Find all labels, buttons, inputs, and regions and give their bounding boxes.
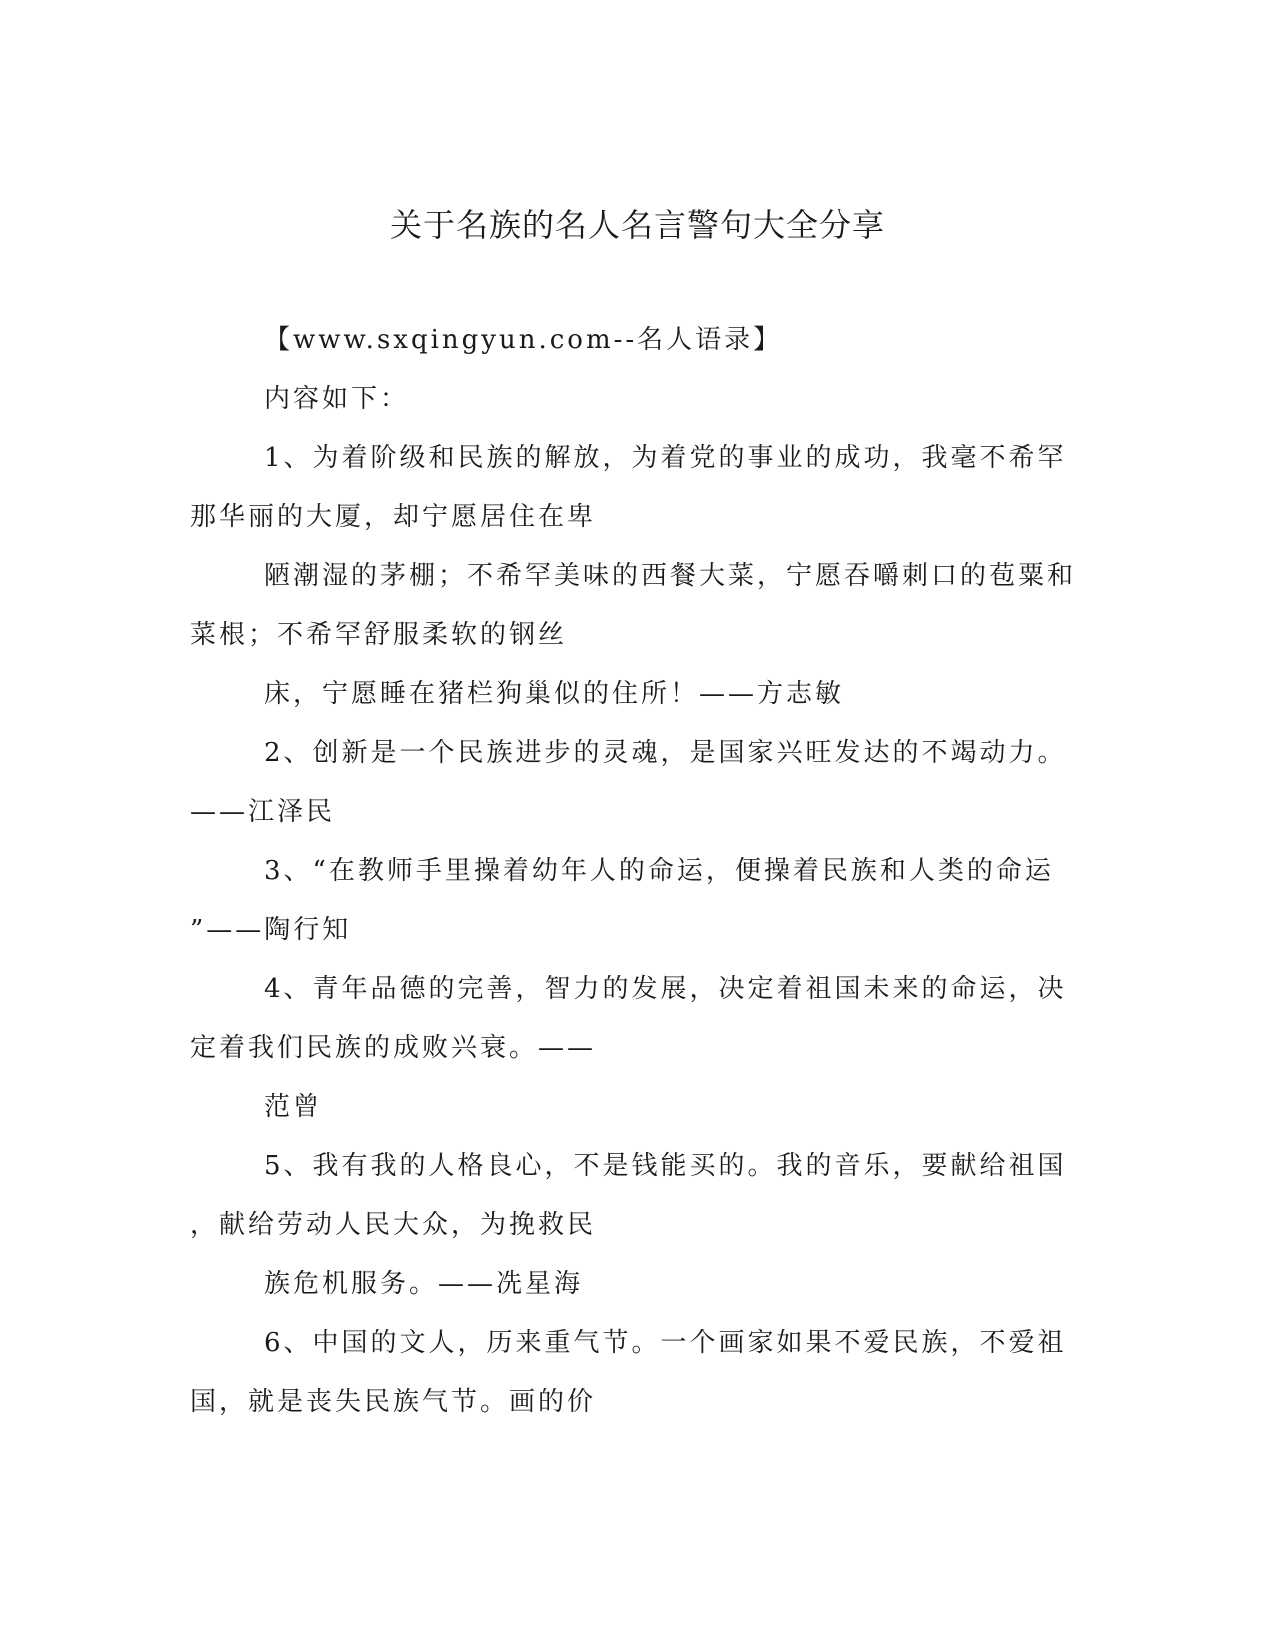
- quote-4-line-2: 定着我们民族的成败兴衰。——: [190, 1033, 597, 1063]
- intro-line: 内容如下：: [264, 384, 410, 414]
- quote-4-line-3: 范曾: [264, 1092, 323, 1122]
- quote-1-line-1: 1、为着阶级和民族的解放，为着党的事业的成功，我毫不希罕: [264, 443, 1067, 473]
- quote-5-line-2: ，献给劳动人民大众，为挽救民: [190, 1210, 597, 1240]
- source-line: 【www.sxqingyun.com--名人语录】: [264, 325, 783, 355]
- quote-5-line-3: 族危机服务。——冼星海: [264, 1269, 584, 1299]
- quote-5-line-1: 5、我有我的人格良心，不是钱能买的。我的音乐，要献给祖国: [264, 1151, 1067, 1181]
- quote-1-line-2: 那华丽的大厦，却宁愿居住在卑: [190, 502, 597, 532]
- page-title: 关于名族的名人名言警句大全分享: [389, 206, 885, 244]
- quote-6-line-2: 国，就是丧失民族气节。画的价: [190, 1387, 597, 1417]
- quote-2-line-2: ——江泽民: [190, 797, 336, 827]
- quote-3-line-2: ”——陶行知: [190, 915, 352, 945]
- quote-3-line-1: 3、“在教师手里操着幼年人的命运，便操着民族和人类的命运: [264, 856, 1054, 886]
- quote-2-line-1: 2、创新是一个民族进步的灵魂，是国家兴旺发达的不竭动力。: [264, 738, 1067, 768]
- quote-1-line-3: 陋潮湿的茅棚；不希罕美味的西餐大菜，宁愿吞嚼刺口的苞粟和: [264, 561, 1077, 591]
- quote-1-line-5: 床，宁愿睡在猪栏狗巢似的住所！——方志敏: [264, 679, 845, 709]
- quote-4-line-1: 4、青年品德的完善，智力的发展，决定着祖国未来的命运，决: [264, 974, 1067, 1004]
- quote-6-line-1: 6、中国的文人，历来重气节。一个画家如果不爱民族，不爱祖: [264, 1328, 1067, 1358]
- quote-1-line-4: 菜根；不希罕舒服柔软的钢丝: [190, 620, 568, 650]
